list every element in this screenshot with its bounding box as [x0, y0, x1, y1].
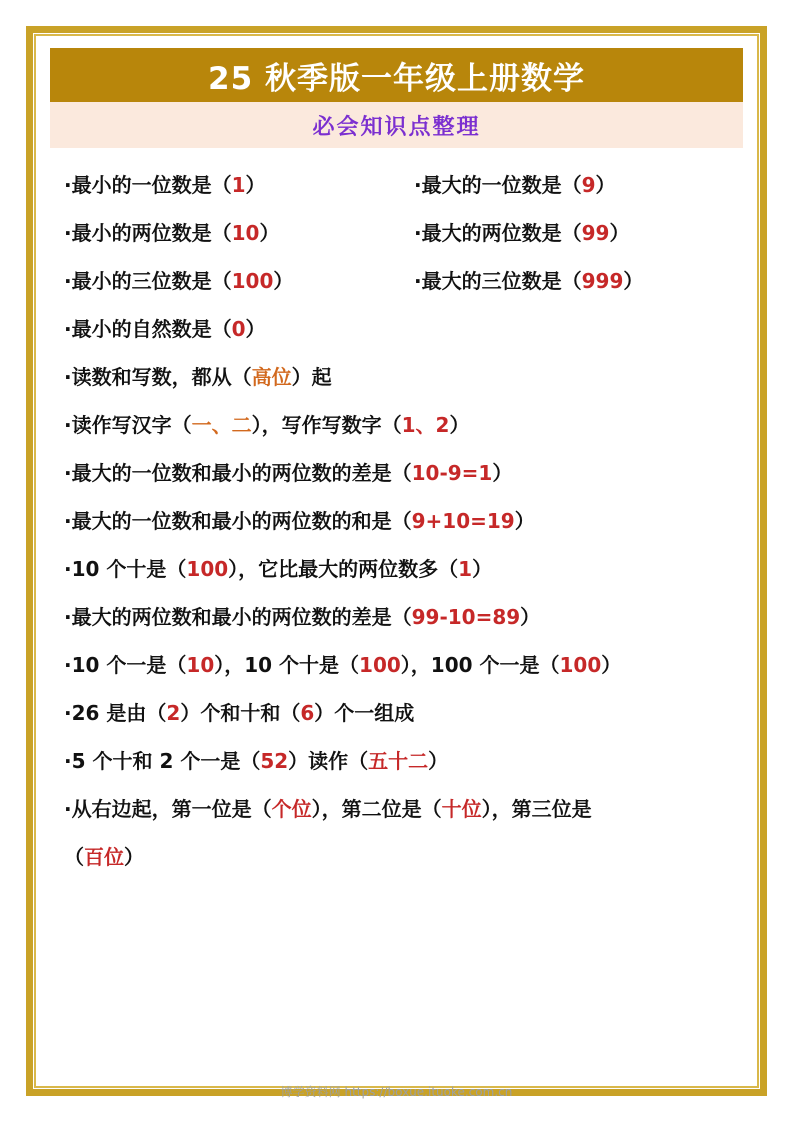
footer-watermark: 博学资料网 https://boxue.ituoke.com.cn — [280, 1085, 513, 1099]
answer-value: 9+10=19 — [411, 509, 515, 533]
list-row — [64, 170, 737, 200]
answer-value: 2 — [166, 701, 181, 725]
knowledge-line — [64, 794, 737, 824]
knowledge-point-list — [64, 170, 737, 872]
line-text: ·10 个十是（ — [64, 557, 187, 581]
answer-value: 五十二 — [368, 749, 429, 773]
line-text: ·最小的两位数是（ — [64, 221, 232, 245]
line-text-end: ） — [623, 269, 644, 293]
knowledge-line — [64, 650, 737, 680]
answer-value: 10 — [231, 221, 260, 245]
line-text: ），10 个十是（ — [214, 653, 360, 677]
line-text-end: ） — [245, 173, 266, 197]
line-text: ） — [520, 605, 541, 629]
line-text: ）读作（ — [288, 749, 369, 773]
line-text: ·最大的一位数和最小的两位数的和是（ — [64, 509, 412, 533]
knowledge-line — [414, 170, 744, 200]
single-row-container — [64, 314, 737, 872]
line-text-end: ） — [273, 269, 294, 293]
answer-value: 100 — [359, 653, 401, 677]
title-banner — [50, 48, 743, 102]
knowledge-line — [64, 362, 737, 392]
answer-value: 1 — [231, 173, 246, 197]
list-item — [414, 218, 744, 248]
line-text: ·最大的两位数和最小的两位数的差是（ — [64, 605, 412, 629]
line-text: ·5 个十和 2 个一是（ — [64, 749, 261, 773]
answer-value: 高位 — [251, 365, 292, 389]
knowledge-line — [64, 506, 737, 536]
line-text: ） — [449, 413, 470, 437]
page-title: 25 秋季版一年级上册数学 — [208, 60, 585, 97]
knowledge-line — [64, 698, 737, 728]
list-item — [64, 170, 414, 200]
answer-value: 0 — [231, 317, 246, 341]
answer-value: 99 — [581, 221, 610, 245]
line-text: ·最小的一位数是（ — [64, 173, 232, 197]
subtitle-banner — [50, 102, 743, 148]
line-text-end: ） — [595, 173, 616, 197]
knowledge-line — [64, 602, 737, 632]
list-item — [64, 266, 414, 296]
line-text: ）起 — [291, 365, 332, 389]
page-content — [42, 42, 751, 1080]
line-text: ），写作写数字（ — [251, 413, 402, 437]
line-text: ），第二位是（ — [311, 797, 442, 821]
list-row — [64, 218, 737, 248]
line-text-end: ） — [259, 221, 280, 245]
answer-value: 99-10=89 — [411, 605, 521, 629]
line-text: ·26 是由（ — [64, 701, 167, 725]
answer-value: 一、二 — [191, 413, 252, 437]
line-text-end: ） — [609, 221, 630, 245]
line-text: ·读作写汉字（ — [64, 413, 192, 437]
answer-value: 10-9=1 — [411, 461, 493, 485]
line-text: ），第三位是 — [481, 797, 592, 821]
line-text: ）个和十和（ — [180, 701, 301, 725]
answer-value: 100 — [231, 269, 274, 293]
answer-value: 百位 — [84, 845, 124, 869]
line-text: ） — [245, 317, 266, 341]
knowledge-line — [64, 170, 414, 200]
line-text: （ — [64, 845, 84, 869]
knowledge-line — [64, 458, 737, 488]
list-item — [414, 170, 744, 200]
line-text: ） — [472, 557, 493, 581]
knowledge-line — [64, 314, 737, 344]
line-text: ·最大的三位数是（ — [414, 269, 582, 293]
line-text: ·最大的一位数和最小的两位数的差是（ — [64, 461, 412, 485]
list-item — [64, 218, 414, 248]
line-text: ） — [428, 749, 449, 773]
answer-value: 100 — [559, 653, 602, 677]
line-text: ·最大的一位数是（ — [414, 173, 582, 197]
knowledge-line — [64, 266, 414, 296]
answer-value: 52 — [260, 749, 289, 773]
line-text: ） — [492, 461, 513, 485]
answer-value: 1、2 — [401, 413, 450, 437]
line-text: ），它比最大的两位数多（ — [228, 557, 459, 581]
answer-value: 十位 — [441, 797, 482, 821]
list-item — [414, 266, 744, 296]
line-text: ·从右边起，第一位是（ — [64, 797, 272, 821]
knowledge-line — [64, 842, 737, 872]
answer-value: 6 — [300, 701, 315, 725]
line-text: ·读数和写数，都从（ — [64, 365, 252, 389]
answer-value: 10 — [186, 653, 215, 677]
line-text: ·最大的两位数是（ — [414, 221, 582, 245]
page-subtitle: 必会知识点整理 — [312, 114, 481, 140]
answer-value: 9 — [581, 173, 596, 197]
answer-value: 1 — [458, 557, 473, 581]
line-text: ·最小的自然数是（ — [64, 317, 232, 341]
line-text: ） — [124, 845, 144, 869]
answer-value: 999 — [581, 269, 624, 293]
line-text: ） — [514, 509, 535, 533]
knowledge-line — [414, 266, 744, 296]
list-row — [64, 266, 737, 296]
answer-value: 个位 — [271, 797, 312, 821]
line-text: ）个一组成 — [314, 701, 415, 725]
line-text: ·最小的三位数是（ — [64, 269, 232, 293]
line-text: ） — [601, 653, 622, 677]
knowledge-line — [64, 554, 737, 584]
knowledge-line — [64, 218, 414, 248]
knowledge-line — [64, 410, 737, 440]
knowledge-line — [64, 746, 737, 776]
knowledge-line — [414, 218, 744, 248]
answer-value: 100 — [186, 557, 229, 581]
line-text: ·10 个一是（ — [64, 653, 187, 677]
line-text: ），100 个一是（ — [400, 653, 560, 677]
